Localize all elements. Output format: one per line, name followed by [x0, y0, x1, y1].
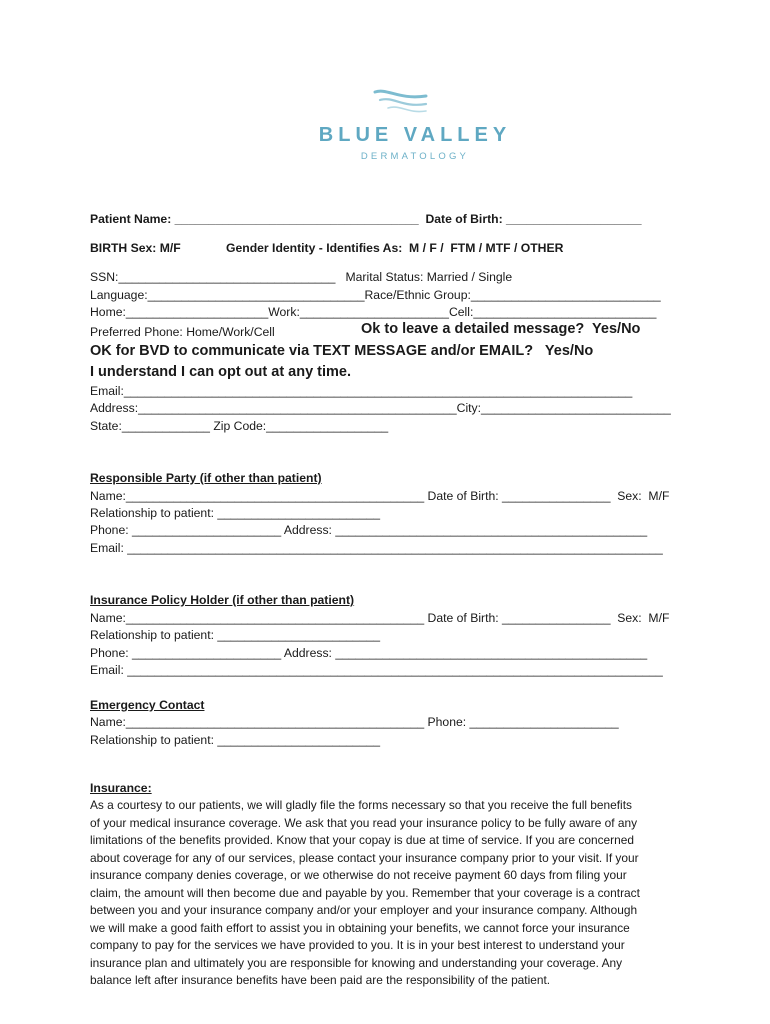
insurance-line: As a courtesy to our patients, we will gladly file the forms necessary so that you receive the full benefits — [90, 798, 632, 812]
preferred-phone-field[interactable]: Preferred Phone: Home/Work/Cell — [90, 325, 275, 339]
text-email-consent[interactable]: OK for BVD to communicate via TEXT MESSAGE and/or EMAIL? Yes/No — [90, 343, 594, 359]
responsible-email-field[interactable]: Email: _______________________________________________________________________________ — [90, 541, 663, 555]
patient-name-row[interactable]: Patient Name: ____________________________________ Date of Birth: ____________________ — [90, 212, 642, 226]
logo — [0, 0, 770, 170]
address-row[interactable]: Address:_______________________________________________City:____________________________ — [90, 401, 671, 415]
phone-numbers-row[interactable]: Home:_____________________Work:______________________Cell:___________________________ — [90, 305, 657, 319]
emergency-contact-heading: Emergency Contact — [90, 698, 205, 712]
insurance-paragraph — [90, 797, 682, 990]
wave-logo-icon — [370, 86, 430, 120]
insurance-line: about coverage for any of our services, please contact your insurance company prior to your visit. If your — [90, 850, 639, 865]
state-zip-row[interactable]: State:_____________ Zip Code:__________________ — [90, 419, 389, 433]
brand-name: BLUE VALLEY — [318, 124, 512, 146]
insurance-line: balance left after insurance benefits have been paid are the responsibility of the patient. — [90, 973, 551, 987]
policy-phone-row[interactable]: Phone: ______________________ Address: ______________________________________________ — [90, 646, 648, 660]
emergency-name-row[interactable]: Name:____________________________________________ Phone: ______________________ — [90, 715, 619, 729]
birth-sex-field[interactable]: BIRTH Sex: M/F — [90, 241, 181, 255]
insurance-line: limitations of the benefits provided. Know that your copay is due at time of service. If you are concerned — [90, 833, 634, 847]
opt-out-statement: I understand I can opt out at any time. — [90, 364, 352, 380]
policy-holder-heading: Insurance Policy Holder (if other than patient) — [90, 593, 355, 607]
responsible-party-heading: Responsible Party (if other than patient) — [90, 471, 322, 485]
gender-identity-field[interactable]: Gender Identity - Identifies As: M / F / FTM / MTF / OTHER — [226, 241, 564, 255]
email-field[interactable]: Email:___________________________________________________________________________ — [90, 384, 633, 398]
responsible-name-row[interactable]: Name:____________________________________________ Date of Birth: ________________ Sex: M/F — [90, 489, 670, 503]
policy-name-row[interactable]: Name:____________________________________________ Date of Birth: ________________ Sex: M/F — [90, 611, 670, 625]
emergency-relationship-field[interactable]: Relationship to patient: ________________________ — [90, 733, 381, 747]
insurance-line: of your medical insurance coverage. We ask that you read your insurance policy to be fully aware of any — [90, 815, 638, 830]
responsible-phone-row[interactable]: Phone: ______________________ Address: ______________________________________________ — [90, 523, 648, 537]
ssn-row[interactable]: SSN:________________________________ Marital Status: Married / Single — [90, 270, 513, 284]
insurance-line: between you and your insurance company and/or your employer and your insurance company. Although — [90, 903, 638, 917]
policy-relationship-field[interactable]: Relationship to patient: ________________________ — [90, 628, 381, 642]
insurance-line: insurance company denies coverage, or we otherwise do not receive payment 60 days from filing your — [90, 868, 627, 882]
insurance-line: company to pay for the services we have provided to you. It is in your best interest to understand your — [90, 938, 625, 952]
brand-subtitle: DERMATOLOGY — [360, 151, 470, 162]
insurance-heading: Insurance: — [90, 781, 152, 795]
insurance-line: insurance plan and ultimately you are responsible for knowing and understanding your coverage. Any — [90, 955, 623, 970]
language-row[interactable]: Language:________________________________Race/Ethnic Group:____________________________ — [90, 288, 661, 302]
detailed-message-consent[interactable]: Ok to leave a detailed message? Yes/No — [361, 321, 641, 337]
insurance-line: we will make a good faith effort to assist you in obtaining your benefits, we cannot force your insurance — [90, 920, 630, 935]
responsible-relationship-field[interactable]: Relationship to patient: ________________________ — [90, 506, 381, 520]
policy-email-field[interactable]: Email: _______________________________________________________________________________ — [90, 663, 663, 677]
insurance-line: claim, the amount will then become due and payable by you. Remember that your coverage is a contract — [90, 885, 640, 900]
